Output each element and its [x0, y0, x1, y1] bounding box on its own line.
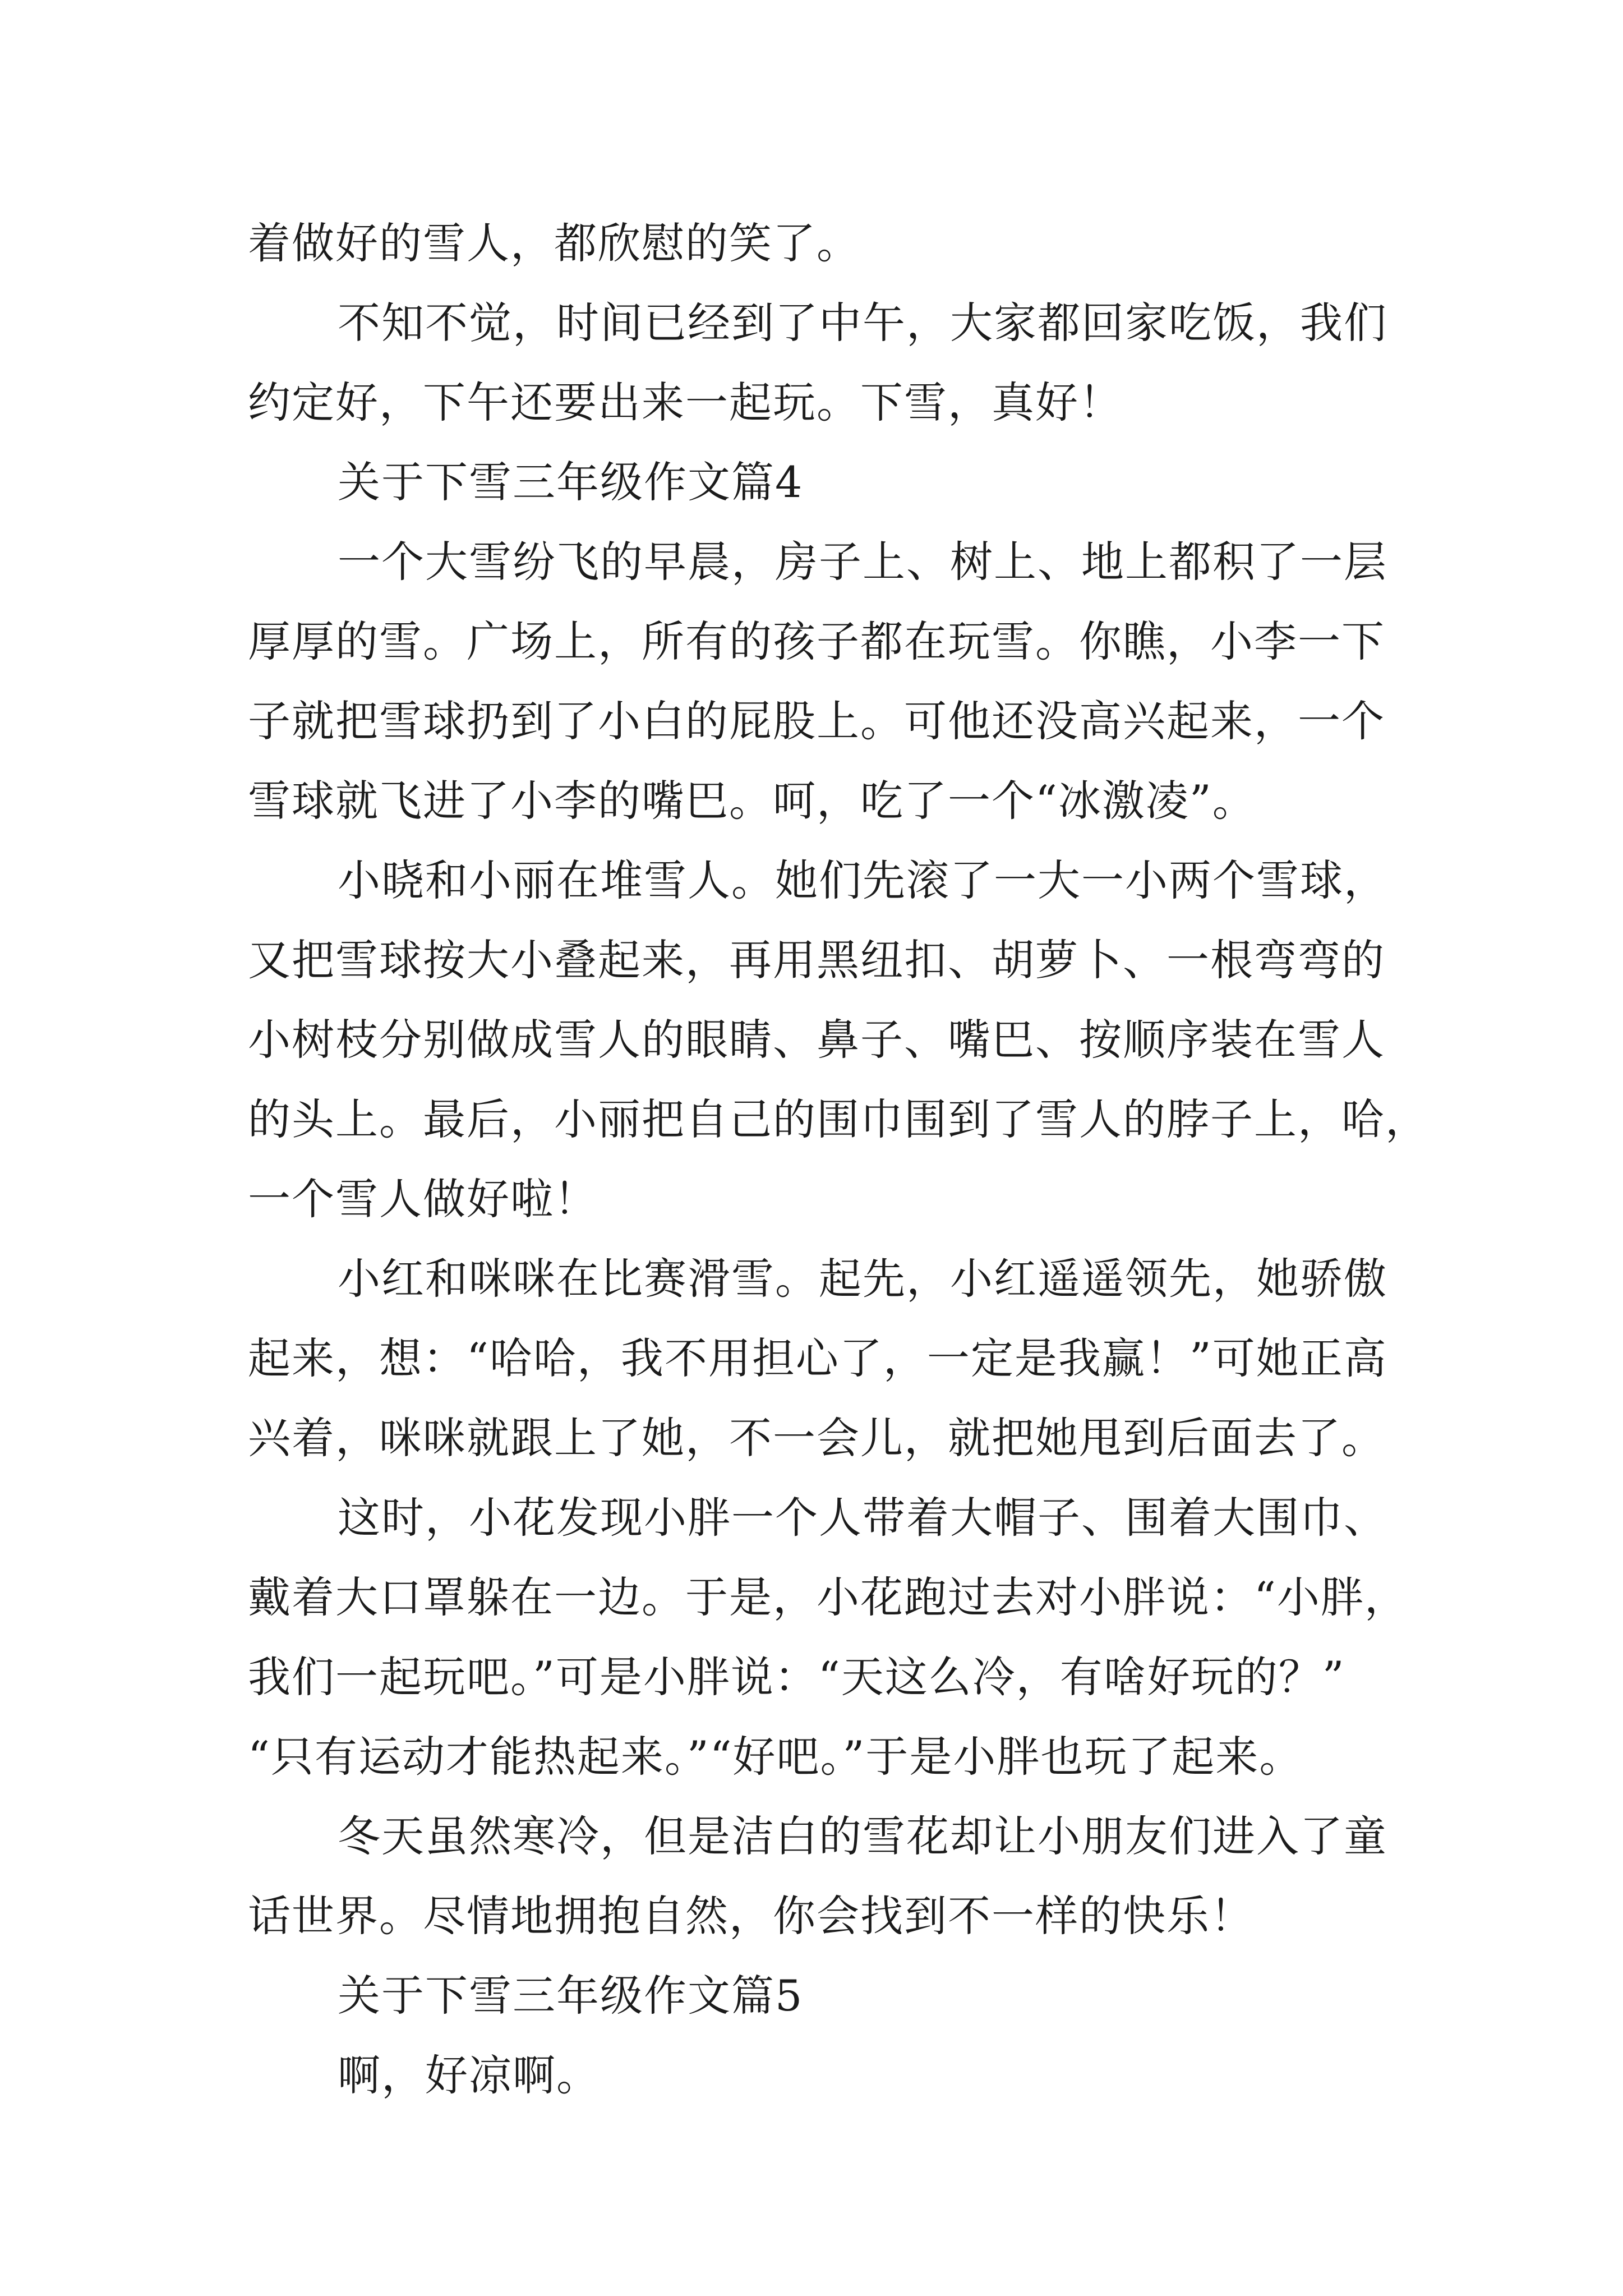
text-line: 的头上。最后，小丽把自己的围巾围到了雪人的脖子上，哈，: [248, 1094, 1429, 1144]
text-line: 又把雪球按大小叠起来，再用黑纽扣、胡萝卜、一根弯弯的: [248, 935, 1385, 985]
section-heading: [248, 443, 1482, 522]
text-line: 雪球就飞进了小李的嘴巴。呵，吃了一个“冰激凌”。: [248, 776, 1256, 826]
text-line: 约定好，下午还要出来一起玩。下雪，真好！: [248, 378, 1123, 427]
text-line: 兴着，咪咪就跟上了她，不一会儿，就把她甩到后面去了。: [248, 1413, 1385, 1463]
text-line: 啊，好凉啊。: [338, 2050, 600, 2100]
section-heading-text: 关于下雪三年级作文篇5: [338, 1971, 804, 2021]
document-body: [248, 204, 1482, 2115]
paragraph: [248, 283, 1482, 443]
text-line: 小树枝分别做成雪人的眼睛、鼻子、嘴巴、按顺序装在雪人: [248, 1015, 1385, 1065]
text-line: 这时，小花发现小胖一个人带着大帽子、围着大围巾、: [338, 1493, 1387, 1543]
text-line: 起来，想：“哈哈，我不用担心了，一定是我赢！”可她正高: [248, 1333, 1387, 1383]
text-line: 小红和咪咪在比赛滑雪。起先，小红遥遥领先，她骄傲: [338, 1254, 1387, 1304]
text-line: 小晓和小丽在堆雪人。她们先滚了一大一小两个雪球，: [338, 855, 1387, 905]
text-line: 冬天虽然寒冷，但是洁白的雪花却让小朋友们进入了童: [338, 1811, 1387, 1861]
text-line: 不知不觉，时间已经到了中午，大家都回家吃饭，我们: [338, 298, 1387, 348]
text-line: 子就把雪球扔到了小白的屁股上。可他还没高兴起来，一个: [248, 696, 1385, 746]
text-line: 话世界。尽情地拥抱自然，你会找到不一样的快乐！: [248, 1891, 1254, 1941]
text-line: 厚厚的雪。广场上，所有的孩子都在玩雪。你瞧，小李一下: [248, 616, 1385, 666]
paragraph: [248, 522, 1482, 841]
section-heading: [248, 1956, 1482, 2036]
text-line: 一个雪人做好啦！: [248, 1174, 598, 1224]
paragraph: [248, 1797, 1482, 1956]
paragraph: [248, 204, 1482, 283]
section-heading-text: 关于下雪三年级作文篇4: [338, 457, 804, 507]
text-line: 着做好的雪人，都欣慰的笑了。: [248, 218, 860, 268]
text-line: 一个大雪纷飞的早晨，房子上、树上、地上都积了一层: [338, 537, 1387, 587]
text-line: 我们一起玩吧。”可是小胖说：“天这么冷，有啥好玩的？”: [248, 1652, 1345, 1702]
paragraph: [248, 1239, 1482, 1478]
text-line: 戴着大口罩躲在一边。于是，小花跑过去对小胖说：“小胖，: [248, 1572, 1408, 1622]
paragraph: [248, 1478, 1482, 1797]
paragraph: [248, 2036, 1482, 2115]
text-line: “只有运动才能热起来。”“好吧。”于是小胖也玩了起来。: [248, 1732, 1303, 1782]
paragraph: [248, 841, 1482, 1239]
